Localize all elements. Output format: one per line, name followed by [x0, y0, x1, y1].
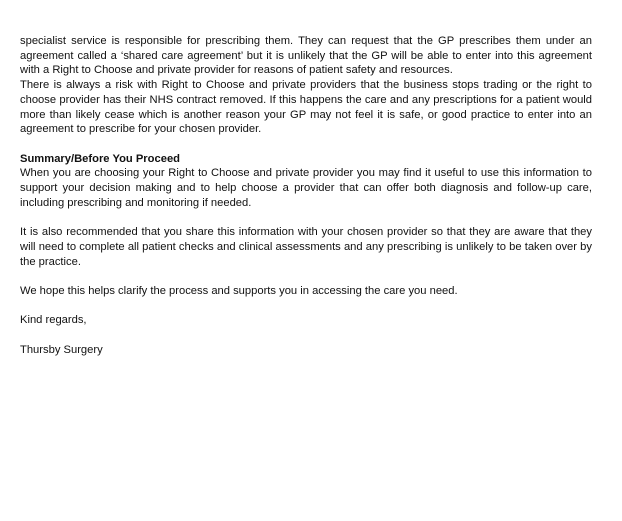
paragraph-spacer — [20, 269, 592, 284]
paragraph-choosing-provider: When you are choosing your Right to Choose and private provider you may find it useful to use this information to support your decision making and to help choose a provider that can offer both diagnosis and follow-up care, including prescribing and monitoring if needed. — [20, 167, 592, 209]
paragraph-shared-care: specialist service is responsible for prescribing them. They can request that the GP prescribes them under an agreement called a ‘shared care agreement’ but it is unlikely that the GP will be able to enter into this agreement with a Right to Choose and private provider for reasons of patient safety and resources. — [20, 35, 592, 77]
paragraph-spacer — [20, 137, 592, 152]
paragraph-spacer — [20, 328, 592, 343]
paragraph-share-information: It is also recommended that you share this information with your chosen provider so that they are aware that they will need to complete all patient checks and clinical assessments and any prescribing is unlikely to be taken over by the practice. — [20, 226, 592, 268]
letter-body — [20, 34, 592, 357]
paragraph-provider-risk: There is always a risk with Right to Choose and private providers that the business stops trading or the right to choose provider has their NHS contract removed. If this happens the care and any prescriptions for a patient would more than likely cease which is another reason your GP may not feel it is safe, or good practice to enter into an agreement to prescribe for your chosen provider. — [20, 79, 592, 136]
closing-salutation: Kind regards, — [20, 314, 87, 327]
paragraph-closing-hope: We hope this helps clarify the process and supports you in accessing the care you need. — [20, 284, 458, 297]
paragraph-spacer — [20, 210, 592, 225]
signature: Thursby Surgery — [20, 343, 103, 356]
summary-heading: Summary/Before You Proceed — [20, 152, 180, 165]
paragraph-spacer — [20, 299, 592, 314]
